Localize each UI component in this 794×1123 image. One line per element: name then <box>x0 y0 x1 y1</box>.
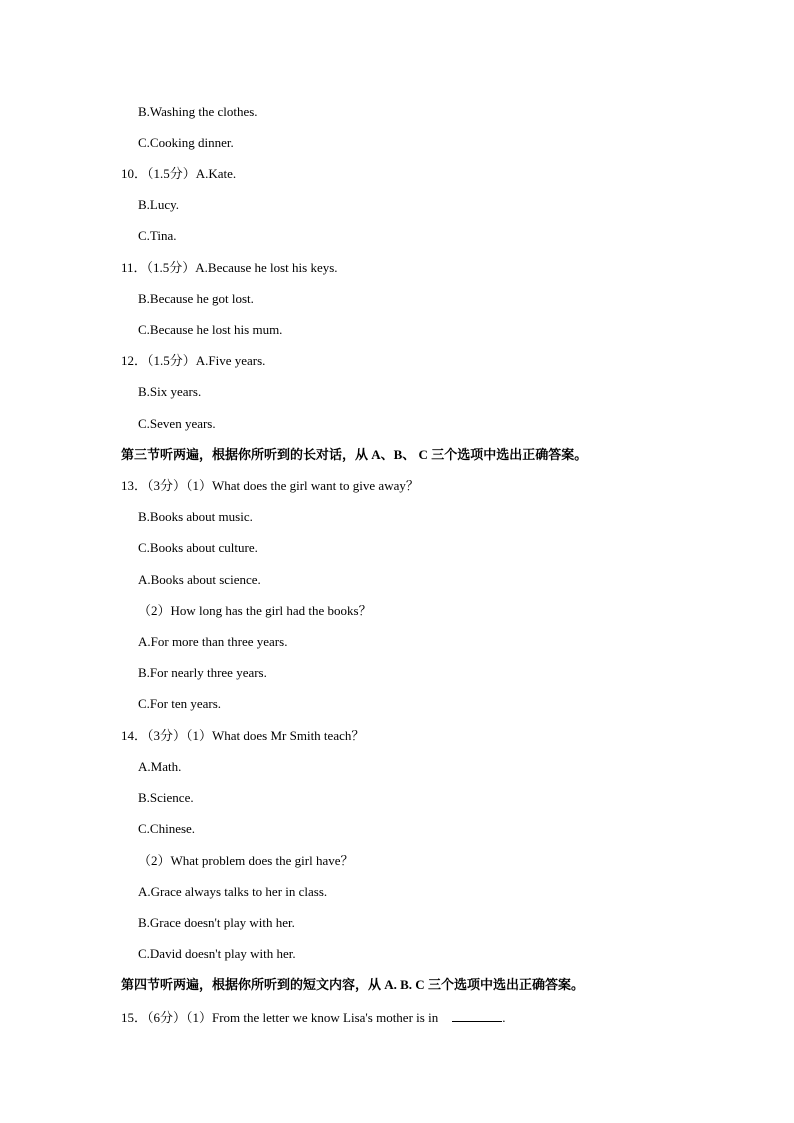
line-text: C.David doesn't play with her. <box>138 946 296 961</box>
line-text: A.Grace always talks to her in class. <box>138 884 328 899</box>
answer-option <box>138 540 258 556</box>
line-text: 12．（1.5分）A.Five years. <box>121 353 266 368</box>
line-text: 11．（1.5分）A.Because he lost his keys. <box>121 260 338 275</box>
answer-option <box>138 759 181 775</box>
answer-option <box>138 821 195 837</box>
answer-option <box>138 197 179 213</box>
line-text: （2）How long has the girl had the books？ <box>138 603 372 618</box>
line-text: B.Washing the clothes. <box>138 104 258 119</box>
answer-option <box>138 228 177 244</box>
line-text: （2）What problem does the girl have？ <box>138 853 354 868</box>
line-text: 第四节听两遍，根据你所听到的短文内容，从 A. B. C 三个选项中选出正确答案。 <box>121 977 584 992</box>
line-end: . <box>502 1010 506 1025</box>
section-header <box>121 977 584 993</box>
answer-option <box>138 322 282 338</box>
line-text: B.Because he got lost. <box>138 291 254 306</box>
answer-option <box>138 135 234 151</box>
line-text: 15．（6分）（1）From the letter we know Lisa's mother is in <box>121 1010 439 1025</box>
answer-option <box>138 509 253 525</box>
question-line <box>121 728 364 744</box>
line-text: B.Six years. <box>138 384 202 399</box>
line-text: B.For nearly three years. <box>138 665 267 680</box>
answer-option <box>138 696 221 712</box>
line-text: C.Tina. <box>138 228 177 243</box>
sub-question <box>138 853 354 869</box>
answer-option <box>138 665 267 681</box>
line-text: C.Because he lost his mum. <box>138 322 283 337</box>
line-text: 14．（3分）（1）What does Mr Smith teach？ <box>121 728 365 743</box>
sub-question <box>138 603 372 619</box>
fill-in-blank <box>452 1009 502 1022</box>
line-text: A.Math. <box>138 759 182 774</box>
line-text: C.Seven years. <box>138 416 216 431</box>
line-text: 13．（3分）（1）What does the girl want to give away？ <box>121 478 419 493</box>
line-text: B.Lucy. <box>138 197 180 212</box>
answer-option <box>138 384 201 400</box>
line-text: C.Books about culture. <box>138 540 258 555</box>
question-line <box>121 478 419 494</box>
answer-option <box>138 572 261 588</box>
question-line <box>121 1009 505 1026</box>
question-line <box>121 260 338 276</box>
question-line <box>121 353 265 369</box>
line-text: B.Science. <box>138 790 194 805</box>
line-text: C.For ten years. <box>138 696 222 711</box>
line-text: C.Cooking dinner. <box>138 135 234 150</box>
answer-option <box>138 104 258 120</box>
answer-option <box>138 291 254 307</box>
line-text: A.Books about science. <box>138 572 261 587</box>
line-text: 10．（1.5分）A.Kate. <box>121 166 237 181</box>
line-text: A.For more than three years. <box>138 634 288 649</box>
line-text: 第三节听两遍，根据你所听到的长对话，从 A、B、 C 三个选项中选出正确答案。 <box>121 447 588 462</box>
section-header <box>121 447 587 463</box>
answer-option <box>138 634 287 650</box>
line-text: B.Books about music. <box>138 509 253 524</box>
answer-option <box>138 946 296 962</box>
answer-option <box>138 790 194 806</box>
line-text: B.Grace doesn't play with her. <box>138 915 295 930</box>
line-text: C.Chinese. <box>138 821 196 836</box>
answer-option <box>138 915 295 931</box>
answer-option <box>138 884 327 900</box>
answer-option <box>138 416 216 432</box>
question-line <box>121 166 236 182</box>
